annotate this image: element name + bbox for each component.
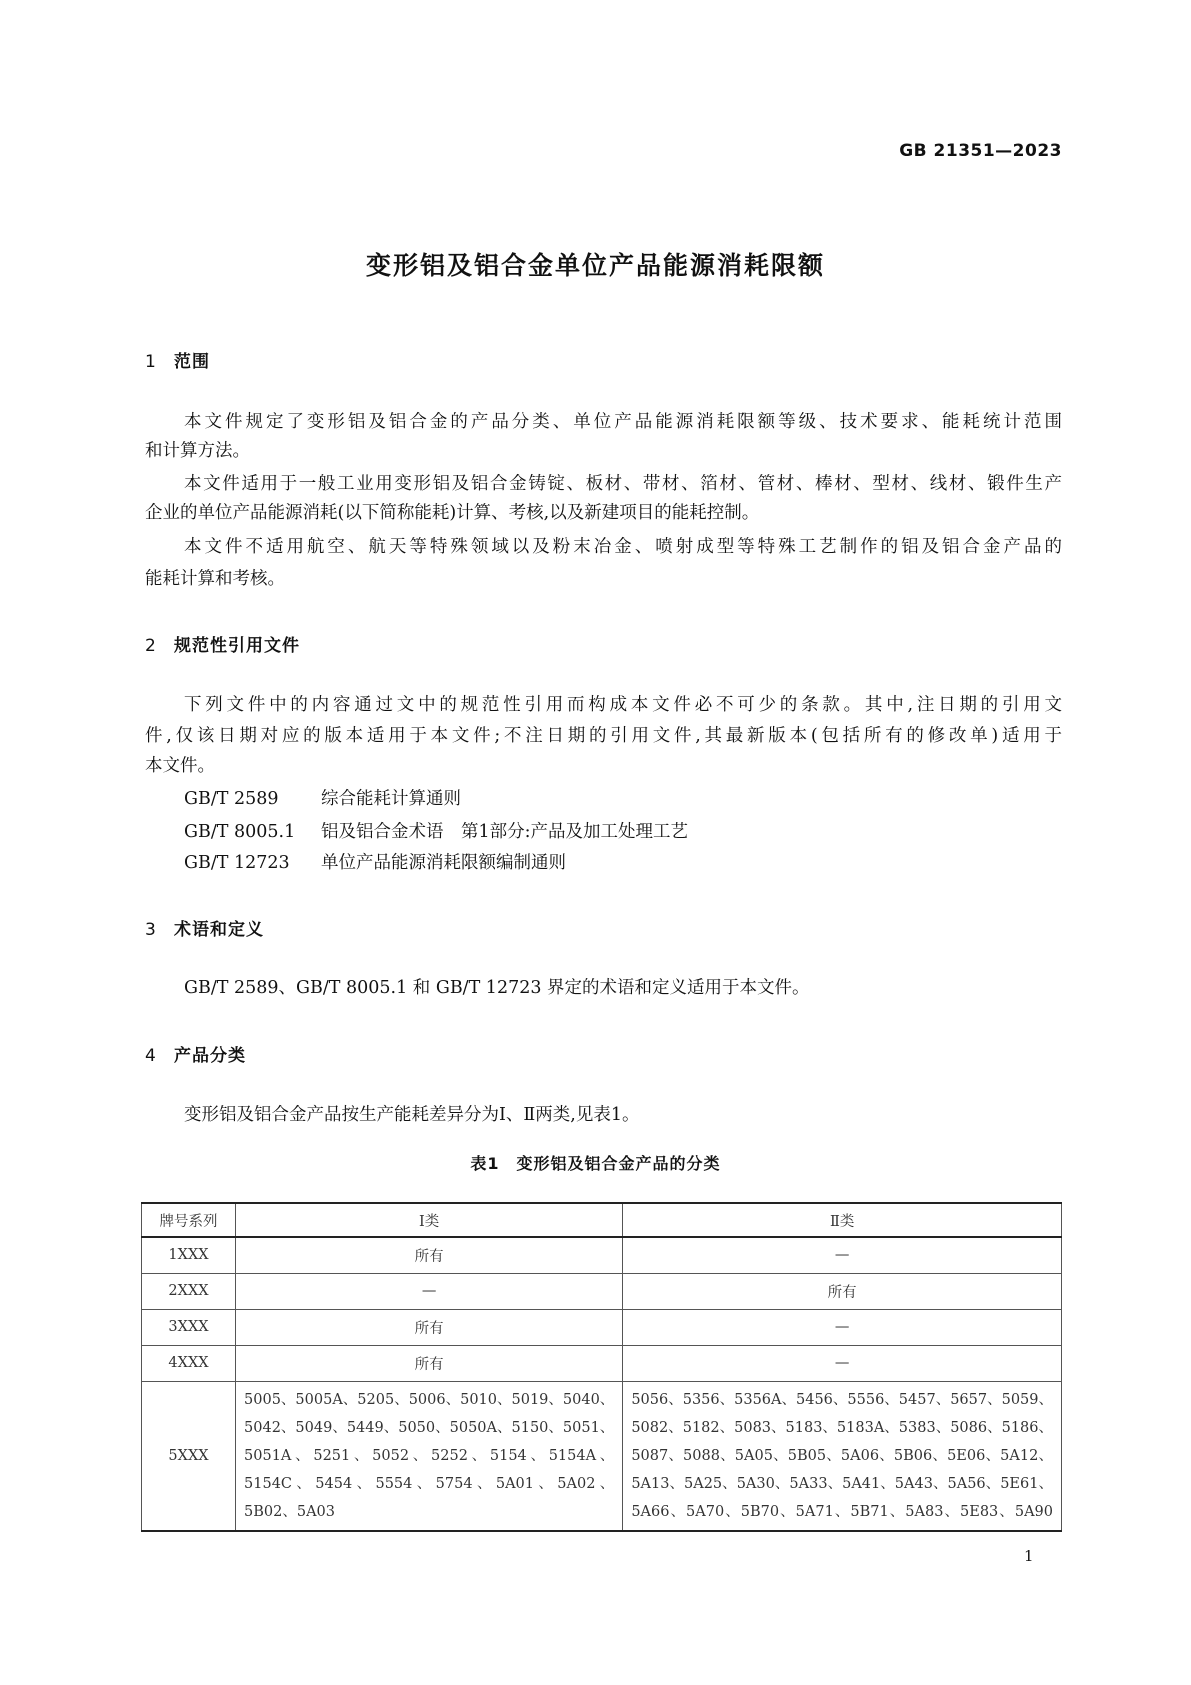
reference-item — [145, 852, 1062, 874]
reference-item — [145, 821, 1062, 843]
section-title: 产品分类 — [174, 1046, 246, 1066]
cell-line: 5056、5356、5356A、5456、5556、5457、5657、5059、 — [631, 1391, 1053, 1408]
section-number: 4 — [145, 1046, 157, 1066]
cell: 1XXX — [142, 1237, 236, 1273]
cell: 所有 — [623, 1273, 1062, 1309]
section-title: 范围 — [174, 352, 210, 372]
reference-code: GB/T 2589 — [184, 789, 279, 809]
cell: 2XXX — [142, 1273, 236, 1309]
table-caption: 表1 变形铝及铝合金产品的分类 — [470, 1154, 721, 1173]
header-cell: Ⅰ类 — [236, 1203, 623, 1237]
reference-code: GB/T 12723 — [184, 853, 290, 873]
document-number: GB 21351—2023 — [899, 141, 1062, 161]
paragraph-line: 本文件适用于一般工业用变形铝及铝合金铸锭、板材、带材、箔材、管材、棒材、型材、线材、锻件生产 — [184, 474, 1062, 494]
paragraph-line: GB/T 2589、GB/T 8005.1 和 GB/T 12723 界定的术语和定义适用于本文件。 — [184, 978, 810, 998]
class2-list-cell — [623, 1381, 1062, 1531]
paragraph-line: 本文件规定了变形铝及铝合金的产品分类、单位产品能源消耗限额等级、技术要求、能耗统计范围 — [184, 412, 1062, 432]
cell: — — [236, 1273, 623, 1309]
section-2-heading — [145, 631, 300, 656]
cell: 所有 — [236, 1345, 623, 1381]
header-cell: 牌号系列 — [142, 1203, 236, 1237]
reference-code: GB/T 8005.1 — [184, 822, 296, 842]
cell-line: 5051A、5251、5052、5252、5154、5154A、 — [244, 1447, 615, 1464]
section-number: 3 — [145, 920, 157, 940]
table-row — [142, 1345, 1062, 1381]
paragraph-line: 本文件。 — [145, 756, 215, 776]
page-number: 1 — [1024, 1547, 1034, 1565]
cell-line: 5087、5088、5A05、5B05、5A06、5B06、5E06、5A12、 — [631, 1447, 1053, 1464]
paragraph-line: 变形铝及铝合金产品按生产能耗差异分为Ⅰ、Ⅱ两类,见表1。 — [184, 1105, 640, 1125]
paragraph-line: 本文件不适用航空、航天等特殊领域以及粉末冶金、喷射成型等特殊工艺制作的铝及铝合金产品的 — [184, 537, 1062, 557]
cell: — — [623, 1309, 1062, 1345]
cell-line: 5042、5049、5449、5050、5050A、5150、5051、 — [244, 1419, 615, 1436]
table-header-row — [142, 1203, 1062, 1237]
table-row — [142, 1381, 1062, 1531]
section-number: 1 — [145, 352, 157, 372]
classification-table — [141, 1202, 1062, 1532]
cell: — — [623, 1237, 1062, 1273]
cell: 3XXX — [142, 1309, 236, 1345]
cell-line: 5A66、5A70、5B70、5A71、5B71、5A83、5E83、5A90 — [631, 1503, 1053, 1520]
section-number: 2 — [145, 636, 157, 656]
section-3-heading — [145, 915, 264, 940]
paragraph-line: 能耗计算和考核。 — [145, 569, 285, 589]
table-row — [142, 1237, 1062, 1273]
cell: 所有 — [236, 1237, 623, 1273]
paragraph-line: 和计算方法。 — [145, 441, 250, 461]
paragraph-line: 企业的单位产品能源消耗(以下简称能耗)计算、考核,以及新建项目的能耗控制。 — [145, 503, 760, 523]
section-1-heading — [145, 347, 210, 372]
header-cell: Ⅱ类 — [623, 1203, 1062, 1237]
section-title: 术语和定义 — [174, 920, 264, 940]
cell: — — [623, 1345, 1062, 1381]
paragraph-line: 件,仅该日期对应的版本适用于本文件;不注日期的引用文件,其最新版本(包括所有的修改单)适用于 — [145, 726, 1062, 746]
reference-name: 综合能耗计算通则 — [321, 789, 461, 809]
table-row — [142, 1273, 1062, 1309]
table-row — [142, 1309, 1062, 1345]
cell-line: 5082、5182、5083、5183、5183A、5383、5086、5186、 — [631, 1419, 1053, 1436]
cell-line: 5B02、5A03 — [244, 1503, 336, 1520]
class1-list-cell — [236, 1381, 623, 1531]
reference-item — [145, 788, 1062, 810]
paragraph-line: 下列文件中的内容通过文中的规范性引用而构成本文件必不可少的条款。其中,注日期的引用文 — [184, 695, 1062, 715]
cell: 4XXX — [142, 1345, 236, 1381]
reference-name: 铝及铝合金术语 第1部分:产品及加工处理工艺 — [321, 822, 689, 842]
section-4-heading — [145, 1041, 246, 1066]
cell: 所有 — [236, 1309, 623, 1345]
section-title: 规范性引用文件 — [174, 636, 300, 656]
cell-line: 5A13、5A25、5A30、5A33、5A41、5A43、5A56、5E61、 — [631, 1475, 1053, 1492]
document-title: 变形铝及铝合金单位产品能源消耗限额 — [365, 251, 825, 280]
cell-line: 5154C、5454、5554、5754、5A01、5A02、 — [244, 1475, 615, 1492]
reference-name: 单位产品能源消耗限额编制通则 — [321, 853, 566, 873]
cell: 5XXX — [142, 1381, 236, 1531]
cell-line: 5005、5005A、5205、5006、5010、5019、5040、 — [244, 1391, 615, 1408]
